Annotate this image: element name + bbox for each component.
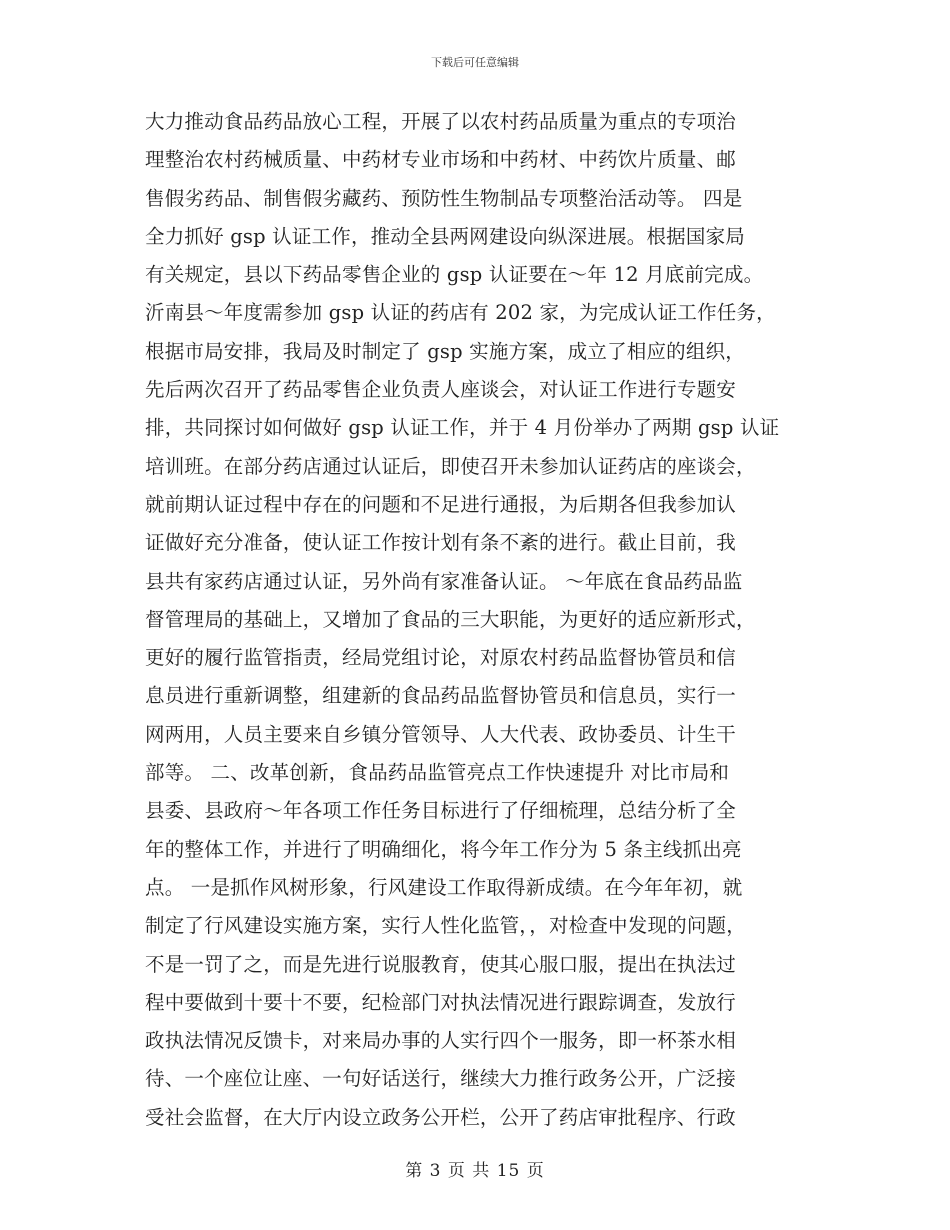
body-line: 有关规定，县以下药品零售企业的 gsp 认证要在～年 12 月底前完成。 [145,263,764,287]
body-line: 息员进行重新调整，组建新的食品药品监督协管员和信息员，实行一 [145,684,737,708]
document-body [145,103,815,1137]
page-header-note: 下载后可任意编辑 [431,56,519,69]
body-line: 更好的履行监管指责，经局党组讨论，对原农村药品监督协管员和信 [145,646,737,670]
body-line: 政执法情况反馈卡，对来局办事的人实行四个一服务，即一杯茶水相 [145,1029,737,1053]
body-line: 证做好充分准备，使认证工作按计划有条不紊的进行。截止目前，我 [145,531,737,555]
body-line: 待、一个座位让座、一句好话送行，继续大力推行政务公开，广泛接 [145,1067,737,1091]
body-line: 年的整体工作，并进行了明确细化，将今年工作分为 5 条主线抓出亮 [145,837,742,861]
body-line: 网两用，人员主要来自乡镇分管领导、人大代表、政协委员、计生干 [145,722,737,746]
body-line: 受社会监督，在大厅内设立政务公开栏，公开了药店审批程序、行政 [145,1105,737,1129]
body-line: 理整治农村药械质量、中药材专业市场和中药材、中药饮片质量、邮 [145,148,737,172]
body-line: 不是一罚了之，而是先进行说服教育，使其心服口服，提出在执法过 [145,952,737,976]
body-line: 部等。 二、改革创新，食品药品监管亮点工作快速提升 对比市局和 [145,761,730,785]
body-line: 督管理局的基础上，又增加了食品的三大职能，为更好的适应新形式， [145,607,756,631]
body-line: 县共有家药店通过认证，另外尚有家准备认证。 ～年底在食品药品监 [145,569,743,593]
body-line: 培训班。在部分药店通过认证后，即使召开未参加认证药店的座谈会， [145,454,756,478]
body-line: 先后两次召开了药品零售企业负责人座谈会，对认证工作进行专题安 [145,378,737,402]
body-line: 全力抓好 gsp 认证工作，推动全县两网建设向纵深进展。根据国家局 [145,224,745,248]
body-line: 程中要做到十要十不要，纪检部门对执法情况进行跟踪调查，发放行 [145,990,737,1014]
body-line: 根据市局安排，我局及时制定了 gsp 实施方案，成立了相应的组织， [145,339,745,363]
body-line: 制定了行风建设实施方案，实行人性化监管，，对检查中发现的问题， [145,914,746,938]
body-line: 售假劣药品、制售假劣藏药、预防性生物制品专项整治活动等。 四是 [145,186,743,210]
body-line: 点。 一是抓作风树形象，行风建设工作取得新成绩。在今年年初，就 [145,875,743,899]
body-line: 县委、县政府～年各项工作任务目标进行了仔细梳理，总结分析了全 [145,799,737,823]
body-line: 沂南县～年度需参加 gsp 认证的药店有 202 家，为完成认证工作任务， [145,301,776,325]
body-line: 就前期认证过程中存在的问题和不足进行通报，为后期各但我参加认 [145,492,737,516]
body-line: 大力推动食品药品放心工程，开展了以农村药品质量为重点的专项治 [145,110,737,133]
body-line: 排，共同探讨如何做好 gsp 认证工作，并于 4 月份举办了两期 gsp 认证 [145,416,780,440]
page-number-footer: 第 3 页 共 15 页 [405,1161,545,1181]
